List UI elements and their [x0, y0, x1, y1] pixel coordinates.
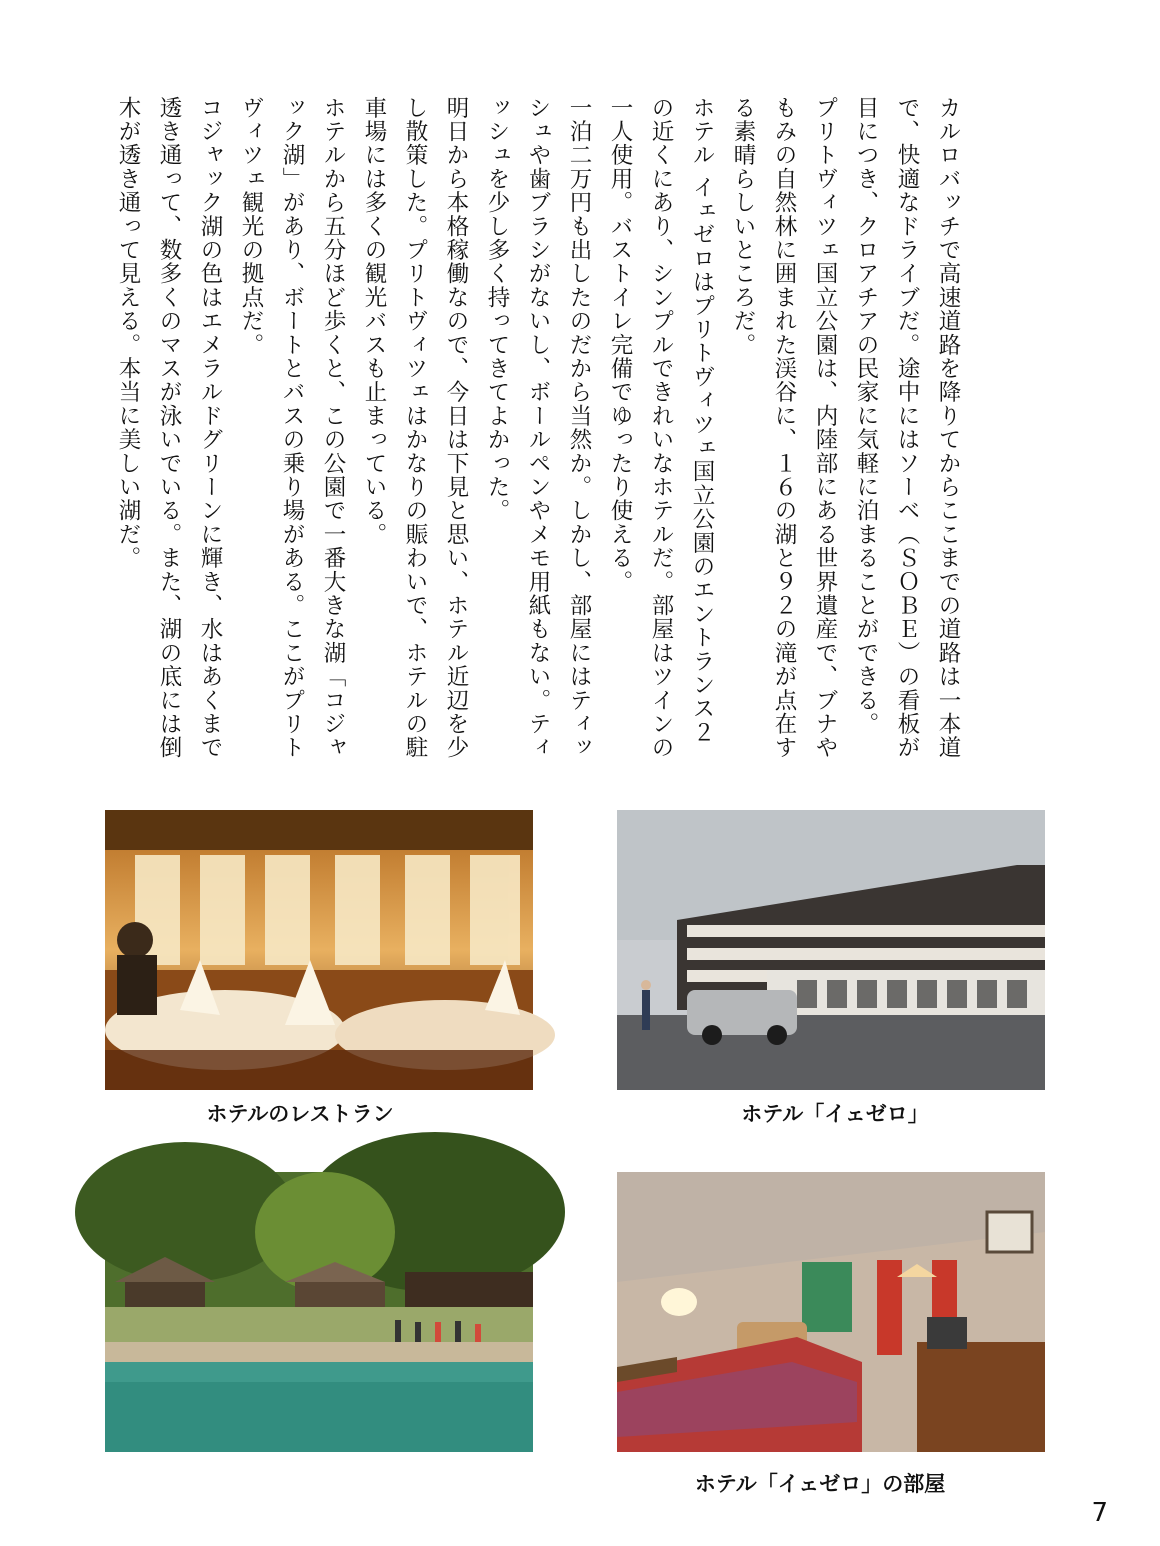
lake-photo: [105, 1172, 533, 1452]
paragraph-2: プリトヴィツェ国立公園は、内陸部にある世界遺産で、ブナやもみの自然林に囲まれた渓谷に、１６の湖と９２の滝が点在する素晴らしいところだ。: [730, 96, 838, 760]
paragraph-1: カルロバッチで高速道路を降りてからここまでの道路は一本道で、快適なドライブだ。途中にはソーベ（ＳＯＢＥ）の看板が目につき、クロアチアの民家に気軽に泊まることができる。: [853, 96, 961, 760]
restaurant-photo: [105, 810, 533, 1090]
caption-restaurant: ホテルのレストラン: [206, 1102, 394, 1126]
paragraph-3: ホテル イェゼロはプリトヴィツェ国立公園のエントランス２の近くにあり、シンプルできれいなホテルだ。部屋はツインの一人使用。バストイレ完備でゆったり使える。: [607, 96, 715, 760]
page-number: 7: [1091, 1498, 1108, 1528]
paragraph-7: コジャック湖の色はエメラルドグリーンに輝き、水はあくまで透き通って、数多くのマスが泳いでいる。また、湖の底には倒木が透き通って見える。本当に美しい湖だ。: [115, 96, 223, 760]
paragraph-5: 明日から本格稼働なので、今日は下見と思い、ホテル近辺を少し散策した。プリトヴィツェはかなりの賑わいで、ホテルの駐車場には多くの観光バスも止まっている。: [361, 96, 469, 760]
paragraph-4: 一泊二万円も出したのだから当然か。しかし、部屋にはティッシュや歯ブラシがないし、ボールペンやメモ用紙もない。ティッシュを少し多く持ってきてよかった。: [484, 96, 592, 760]
caption-room: ホテル「イェゼロ」の部屋: [694, 1472, 946, 1496]
hotel-photo: [617, 810, 1045, 1090]
room-photo: [617, 1172, 1045, 1452]
caption-hotel: ホテル「イェゼロ」: [741, 1102, 929, 1126]
article-body: [115, 96, 968, 766]
paragraph-6: ホテルから五分ほど歩くと、この公園で一番大きな湖「コジャック湖」があり、ボートとバスの乗り場がある。ここがプリトヴィツェ観光の拠点だ。: [238, 96, 346, 760]
